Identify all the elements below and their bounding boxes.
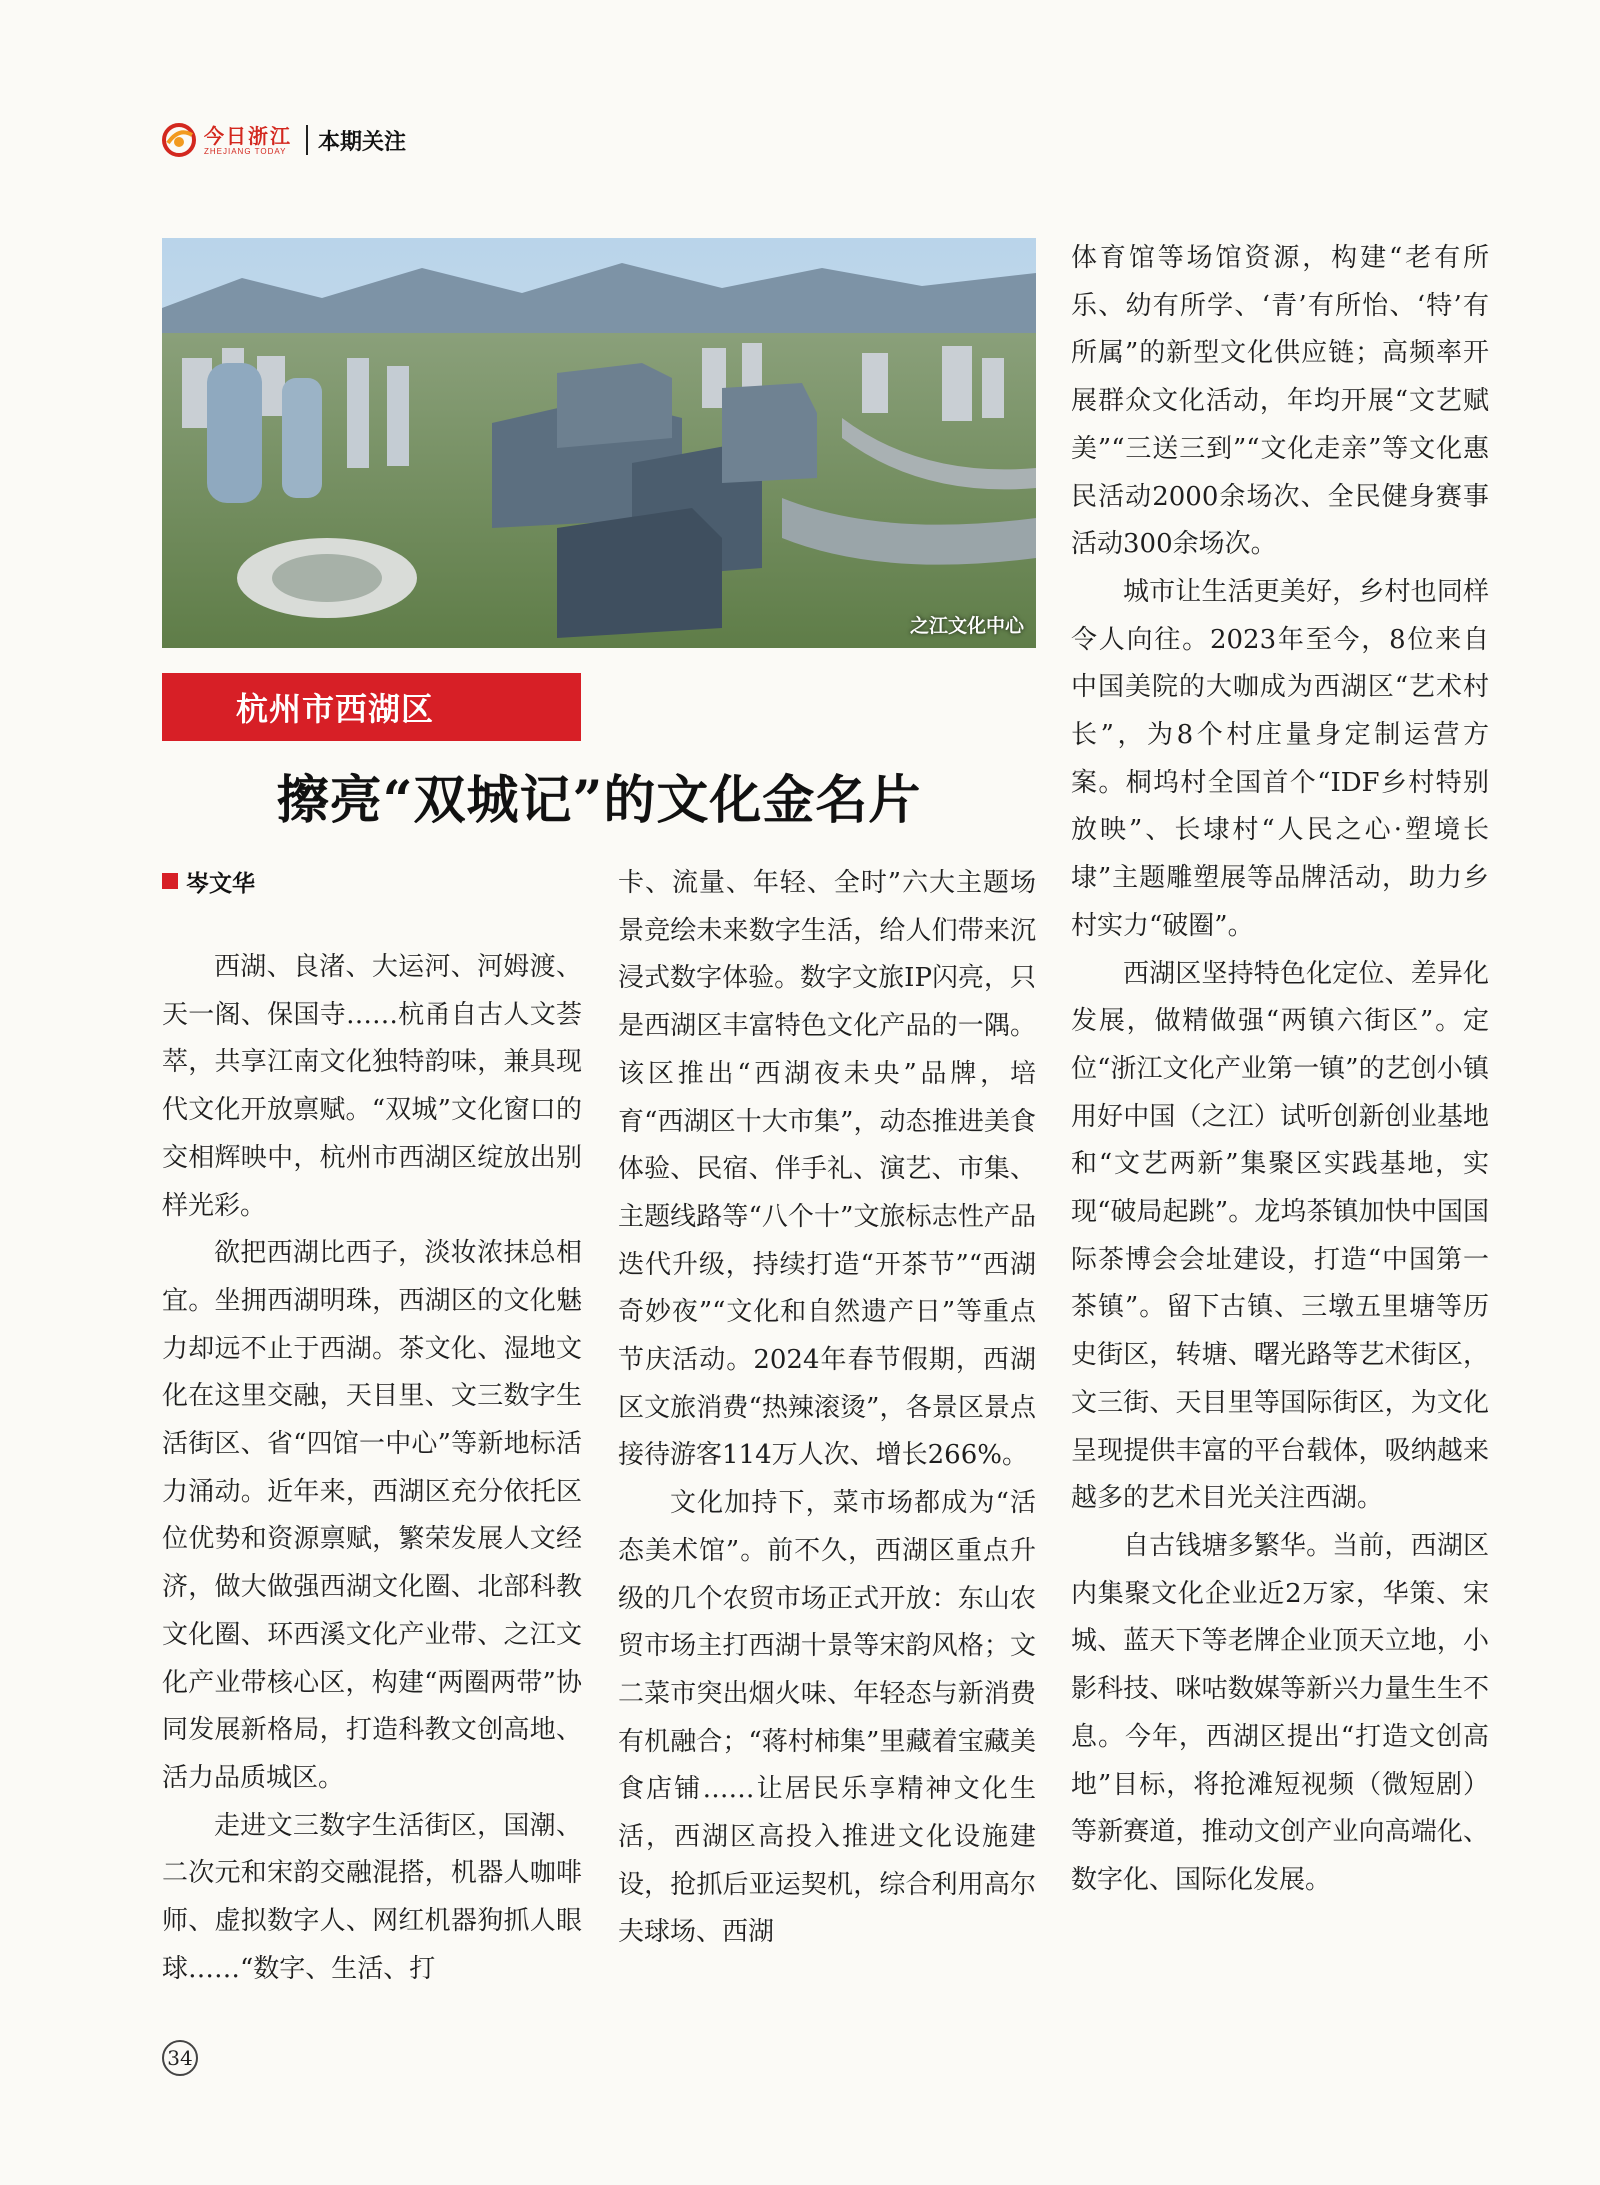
logo-text: 今日浙江 bbox=[204, 123, 292, 148]
logo bbox=[204, 125, 292, 156]
paragraph: 城市让生活更美好，乡村也同样令人向往。2023年至今，8位来自中国美院的大咖成为西湖区“艺术村长”，为8个村庄量身定制运营方案。桐坞村全国首个“IDF乡村特别放映”、长埭村“人民之心·塑境长埭”主题雕塑展等品牌活动，助力乡村实力“破圈”。 bbox=[1071, 576, 1489, 941]
paragraph: 文化加持下，菜市场都成为“活态美术馆”。前不久，西湖区重点升级的几个农贸市场正式开放：东山农贸市场主打西湖十景等宋韵风格；文二菜市突出烟火味、年轻态与新消费有机融合；“蒋村柿集”里藏着宝藏美食店铺……让居民乐享精神文化生活，西湖区高投入推进文化设施建设，抢抓后亚运契机，综合利用高尔夫球场、西湖 bbox=[618, 1488, 1036, 1948]
logo-subtext: ZHEJIANG TODAY bbox=[204, 146, 287, 156]
paragraph: 西湖、良渚、大运河、河姆渡、天一阁、保国寺……杭甬自古人文荟萃，共享江南文化独特韵味，兼具现代文化开放禀赋。“双城”文化窗口的交相辉映中，杭州市西湖区绽放出别样光彩。 bbox=[162, 952, 582, 1221]
paragraph: 西湖区坚持特色化定位、差异化发展，做精做强“两镇六街区”。定位“浙江文化产业第一镇”的艺创小镇用好中国（之江）试听创新创业基地和“文艺两新”集聚区实践基地，实现“破局起跳”。龙坞茶镇加快中国国际茶博会会址建设，打造“中国第一茶镇”。留下古镇、三墩五里塘等历史街区，转塘、曙光路等艺术街区，文三街、天目里等国际街区，为文化呈现提供丰富的平台载体，吸纳越来越多的艺术目光关注西湖。 bbox=[1071, 958, 1489, 1514]
header-divider bbox=[306, 125, 308, 155]
text-column-2 bbox=[618, 860, 1036, 1957]
region-banner: 杭州市西湖区 bbox=[162, 673, 581, 741]
paragraph: 欲把西湖比西子，淡妆浓抹总相宜。坐拥西湖明珠，西湖区的文化魅力却远不止于西湖。茶文化、湿地文化在这里交融，天目里、文三数字生活街区、省“四馆一中心”等新地标活力涌动。近年来，西湖区充分依托区位优势和资源禀赋，繁荣发展人文经济，做大做强西湖文化圈、北部科教文化圈、环西溪文化产业带、之江文化产业带核心区，构建“两圈两带”协同发展新格局，打造科教文创高地、活力品质城区。 bbox=[162, 1238, 582, 1793]
page-number: 34 bbox=[162, 2040, 198, 2076]
article-headline: 擦亮“双城记”的文化金名片 bbox=[276, 770, 922, 831]
author-name: 岑文华 bbox=[186, 870, 255, 897]
photo-caption: 之江文化中心 bbox=[909, 615, 1024, 637]
article-photo bbox=[162, 238, 1036, 648]
text-column-3 bbox=[1071, 235, 1489, 1905]
paragraph-continued: 体育馆等场馆资源，构建“老有所乐、幼有所学、‘青’有所怡、‘特’有所属”的新型文化供应链；高频率开展群众文化活动，年均开展“文艺赋美”“三送三到”“文化走亲”等文化惠民活动2000余场次、全民健身赛事活动300余场次。 bbox=[1071, 243, 1489, 560]
text-column-1 bbox=[162, 944, 582, 1993]
magazine-header bbox=[162, 120, 406, 160]
author-byline bbox=[162, 866, 255, 896]
paragraph: 自古钱塘多繁华。当前，西湖区内集聚文化企业近2万家，华策、宋城、蓝天下等老牌企业顶天立地，小影科技、咪咕数媒等新兴力量生生不息。今年，西湖区提出“打造文创高地”目标，将抢滩短视频（微短剧）等新赛道，推动文创产业向高端化、数字化、国际化发展。 bbox=[1071, 1530, 1489, 1895]
paragraph-continued: 卡、流量、年轻、全时”六大主题场景竞绘未来数字生活，给人们带来沉浸式数字体验。数字文旅IP闪亮，只是西湖区丰富特色文化产品的一隅。该区推出“西湖夜未央”品牌，培育“西湖区十大市集”，动态推进美食体验、民宿、伴手礼、演艺、市集、主题线路等“八个十”文旅标志性产品迭代升级，持续打造“开茶节”“西湖奇妙夜”“文化和自然遗产日”等重点节庆活动。2024年春节假期，西湖区文旅消费“热辣滚烫”，各景区景点接待游客114万人次、增长266%。 bbox=[618, 868, 1036, 1471]
aerial-cityscape-image bbox=[162, 238, 1036, 648]
paragraph: 走进文三数字生活街区，国潮、二次元和宋韵交融混搭，机器人咖啡师、虚拟数字人、网红机器狗抓人眼球……“数字、生活、打 bbox=[162, 1810, 582, 1984]
byline-marker-icon bbox=[162, 873, 178, 889]
section-label: 本期关注 bbox=[318, 129, 407, 155]
logo-icon bbox=[162, 123, 196, 157]
